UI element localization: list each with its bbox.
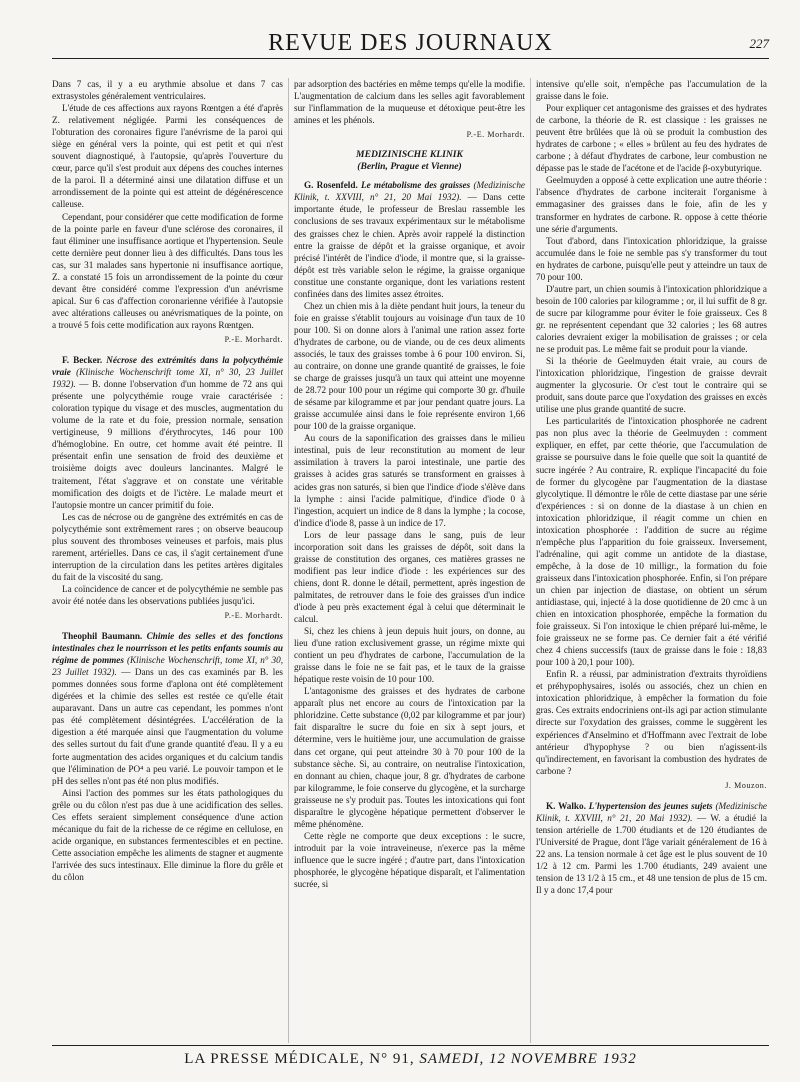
paragraph: Geelmuyden a opposé à cette explication une autre théorie : l'absence d'hydrates de carbone inciterait l'organisme à emmagasiner des graisses dans le foie, afin de les y transformer en hydrates de carbone. R. oppose à cette théorie une série d'arguments.	[536, 175, 767, 234]
article-title: Le métabolisme des graisses	[361, 180, 471, 191]
paragraph: La coïncidence de cancer et de polycythémie ne semble pas avoir été notée dans les observations publiées jusqu'ici.	[52, 583, 283, 606]
footer-date: SAMEDI, 12 NOVEMBRE 1932	[419, 1051, 637, 1067]
column-3	[536, 78, 767, 1046]
article-body: — W. a étudié la tension artérielle de 1.700 étudiants et de 120 étudiantes de l'Université de Prague, dont l'âge variait généralement de 16 à 22 ans. La tension normale à cet âge est le plus souvent de 10 1/2 à 12 cm. Parmi les 1.700 étudiants, 249 avaient une tension de 13 1/2 à 15 cm., et 48 une tension de plus de 15 cm. Il y a donc 17,4 pour	[536, 812, 767, 896]
paragraph: L'antagonisme des graisses et des hydrates de carbone apparaît plus net encore au cours de l'intoxication par la phloridzine. Cette substance (0,02 par kilogramme et par jour) fait disparaître le sucre du foie en six à sept jours, et détermine, vers le huitième jour, une accumulation de graisse dans cet organe, qui peut atteindre 30 à 70 pour 100 de la substance sèche. Si, au contraire, on neutralise l'intoxication, en donnant au chien, chaque jour, 8 gr. d'hydrates de carbone par kilogramme, le foie conserve du glycogène, et la surcharge graisseuse ne s'y produit pas. Toutes les intoxications qui font disparaître le glycogène hépatique permettent d'observer le même phénomène.	[294, 686, 525, 829]
paragraph: Pour expliquer cet antagonisme des graisses et des hydrates de carbone, la théorie de R. est classique : les graisses ne peuvent être brûlées que là où se produit la combustion des hydrates de carbone ; « elles » brûlent au feu des hydrates de carbone ; à défaut d'hydrates de carbone, leur combustion ne dépasse pas le stade de l'acétone et de l'acide β-oxybutyrique.	[536, 103, 767, 174]
author-signature: P.-E. Morhardt.	[466, 130, 525, 140]
author-signature: P.-E. Morhardt.	[224, 334, 283, 344]
article-author: Theophil Baumann.	[62, 631, 143, 642]
footer-rule	[52, 1045, 769, 1046]
column-1	[52, 78, 283, 1046]
column-divider	[530, 78, 531, 1043]
paragraph: Cette règle ne comporte que deux exceptions : le sucre, introduit par la voie intraveineuse, n'exerce pas la même influence que le sucre ingéré ; d'autre part, dans l'intoxication phosphorée, le glycogène hépatique disparaît, et l'alimentation sucrée, si	[294, 830, 525, 890]
section-heading: MEDIZINISCHE KLINIK	[356, 149, 463, 161]
article-reference: (Medizinische Klinik, t. XXVIII, n° 21, 20 Mai 1932).	[536, 800, 767, 823]
article-reference: (Medizinische Klinik, t. XXVIII, n° 21, 20 Mai 1932).	[294, 180, 525, 203]
page-number: 227	[749, 36, 769, 51]
paragraph: D'autre part, un chien soumis à l'intoxication phloridzique a besoin de 100 calories par kilogramme ; or, il lui suffit de 8 gr. de sucre par kilogramme pour éviter le foie graisseux. Ces 8 gr. ne représentent cependant que 32 calories ; les 68 autres calories devraient exiger la mobilisation de graisses ; or cela ne se produit pas. Le même fait se produit pour la viande.	[536, 283, 767, 355]
article-baumann	[52, 630, 283, 787]
paragraph: Lors de leur passage dans le sang, puis de leur incorporation soit dans les graisses de dépôt, soit dans la graisse de constitution des organes, ces matières grasses ne modifient pas leur indice d'iode : les expériences sur des chiens, dont R. donne le détail, permettent, après ingestion de palmitates, de retrouver dans le foie des graisses d'un indice d'iode à peu près exactement égal à celui que déterminait le calcul.	[294, 529, 525, 625]
column-divider	[288, 78, 289, 1043]
paragraph: Dans 7 cas, il y a eu arythmie absolue et dans 7 cas extrasystoles généralement ventriculaires.	[52, 79, 283, 102]
paragraph: Ainsi l'action des pommes sur les états pathologiques du grêle ou du côlon n'est pas due à une acidification des selles. Ces effets seraient simplement conséquence d'une action mécanique du fait de la richesse de ce régime en cellulose, en acide organique, en substances fermentescibles et en pectine. Cette association empêche les aliments de stagner et augmente l'arrivée des sucs intestinaux. Elle diminue la flore du grêle et du côlon	[52, 787, 283, 882]
article-reference: (Klinische Wochenschrift, tome XI, n° 30, 23 Juillet 1932).	[52, 655, 283, 678]
article-body: — B. donne l'observation d'un homme de 72 ans qui présente une polycythémie rouge vraie caractérisée : coloration typique du visage et des muscles, augmentation du volume de la rate et du foie, pression normale, sensation vertigineuse, 9 millions d'érythrocytes, 146 pour 100 d'hémoglobine. En outre, cet homme avait été peintre. Il présentait enfin une sensation de froid des deuxième et troisième doigts avec douleurs lancinantes. Malgré le traitement, l'état s'aggrave et on constate une véritable momification des doigts et de l'ictère. Le malade meurt et l'autopsie montre un cancer primitif du foie.	[52, 379, 283, 510]
article-title: L'hypertension des jeunes sujets	[588, 800, 713, 811]
section-subheading: (Berlin, Prague et Vienne)	[357, 161, 462, 173]
footer-journal: LA PRESSE MÉDICALE, N° 91,	[184, 1051, 415, 1067]
article-author: K. Walko.	[546, 800, 586, 811]
paragraph: L'étude de ces affections aux rayons Rœntgen a été d'après Z. relativement négligée. Parmi les conséquences de l'obturation des coronaires figure l'anévrisme de la paroi qui siège en général vers la pointe, qui est petit et qui n'est souvent diagnostiqué, à l'autopsie, qu'après l'ouverture du cœur, parce qu'il s'est produit aux dépens des couches internes de la paroi. Il a déterminé ainsi une dilatation diffuse et un arrondissement de la pointe qui est atteint de dégénérescence calleuse.	[52, 103, 283, 210]
paragraph: intensive qu'elle soit, n'empêche pas l'accumulation de la graisse dans le foie.	[536, 79, 767, 102]
paragraph: Au cours de la saponification des graisses dans le milieu intestinal, puis de leur reconstitution au moment de leur assimilation à travers la paroi intestinale, une partie des graisses à acides gras saturés se transforment en graisses à acides gras non saturés, si bien que l'indice d'iode s'élève dans la lymphe : ainsi l'acide palmitique, d'indice d'iode 0 à l'ingestion, acquiert un indice de 8 dans la lymphe ; la cocose, d'indice d'iode 8, passe à un indice de 17.	[294, 433, 525, 528]
page-footer	[52, 1051, 769, 1068]
author-signature: J. Mouzon.	[725, 780, 767, 790]
paragraph: Cependant, pour considérer que cette modification de forme de la pointe parle en faveur d'une sclérose des coronaires, il faut éliminer une insuffisance aortique et l'hypertension. Seule cette dernière peut donner lieu à des difficultés. Dans tous les cas, sur 31 malades sans hypertonie ni insuffisance aortique, Z. a constaté 15 fois un arrondissement de la pointe du cœur devant être considéré comme l'expression d'un anévrisme apical. Sur 6 cas d'affection coronarienne vérifiée à l'autopsie avec altérations calleuses ou anévrismatiques de la pointe, on a trouvé 5 fois cette modification aux rayons Rœntgen.	[52, 211, 283, 330]
article-reference: (Klinische Wochenschrift tome XI, n° 30, 23 Juillet 1932).	[52, 367, 283, 390]
article-body: — Dans un des cas examinés par B. les pommes données sous forme d'aplona ont été complètement digérées et la chimie des selles est restée ce qu'elle était auparavant. Dans un autre cas cependant, les pommes n'ont pas été complètement désintégrées. L'accélération de la digestion a été marquée ainsi que l'augmentation du volume des selles surtout du fait d'une grande quantité d'eau. Il y a eu forte augmentation des acides organiques et du calcium tandis que l'élimination de PO⁴ a peu varié. Le pouvoir tampon et le pH des selles n'ont pas été non plus modifiés.	[52, 667, 283, 786]
paragraph: Si la théorie de Geelmuyden était vraie, au cours de l'intoxication phloridzique, l'ingestion de graisse devrait augmenter la glycosurie. Or c'est tout le contraire qui se produit, sans doute parce que l'oxydation des graisses en excès utilise une plus grande quantité de sucre.	[536, 356, 767, 415]
paragraph: Les cas de nécrose ou de gangrène des extrémités en cas de polycythémie sont extrêmement rares ; on observe beaucoup plus souvent des thromboses veineuses et parfois, mais plus rarement, artérielles. Dans ce cas, il s'agit certainement d'une interruption de la circulation dans les petites artères digitales du fait de la viscosité du sang.	[52, 511, 283, 582]
article-author: F. Becker.	[62, 355, 103, 366]
journal-section-title: REVUE DES JOURNAUX	[268, 30, 553, 56]
paragraph: Si, chez les chiens à jeun depuis huit jours, on donne, au lieu d'une ration exclusivement grasse, un régime mixte qui contient un peu d'hydrates de carbone, l'accumulation de la graisse dans le foie ne se fait pas, et le taux de la graisse hépatique reste voisin de 10 pour 100.	[294, 626, 525, 685]
page-header	[52, 30, 769, 60]
author-signature: P.-E. Morhardt.	[224, 611, 283, 621]
paragraph: Chez un chien mis à la diète pendant huit jours, la teneur du foie en graisse s'établit toujours au voisinage d'un taux de 10 pour 100. Si on donne alors à l'animal une ration assez forte d'hydrates de carbone, ou de viande, ou de ces deux aliments associés, le taux des graisses tombe à 6 pour 100 environ. Si, au contraire, on donne une grande quantité de graisses, le foie se charge de graisses jusqu'à un taux qui atteint une moyenne de 28.72 pour 100 pour un régime qui comporte 30 gr. d'huile de sésame par kilogramme et par jour pendant quatre jours. La graisse accumulée ainsi dans le foie représente environ 1,66 pour 100 de la graisse organique.	[294, 300, 525, 432]
article-title: Chimie des selles et des fonctions intestinales chez le nourrisson et les petits enfants soumis au régime de pommes	[52, 631, 283, 666]
article-becker	[52, 354, 283, 511]
paragraph: Les particularités de l'intoxication phosphorée ne cadrent pas non plus avec la théorie de Geelmuyden : comment expliquer, en effet, par cette théorie, que l'accumulation de graisse se poursuive dans le foie quelle que soit la quantité de sucre ingérée ? Au contraire, R. explique l'incapacité du foie de former du glycogène par l'augmentation de la diastase glycolytique. Il démontre le rôle de cette diastase par une série d'expériences : si on donne de la diastase à un chien en intoxication phloridzique, il réagit comme un chien en intoxication phosphorée : l'addition de sucre au régime n'empêche plus l'apparition du foie graisseux. Inversement, l'adrénaline, qui agit comme un antidote de la diastase, empêche, à la dose de 10 milligr., la formation du foie graisseux dans l'intoxication phosphorée. Enfin, si l'on prépare un chien par injection de diastase, on obtient un sérum antidiastase, qui, injecté à la dose quotidienne de 20 cmc à un chien en intoxication phosphorée, empêche la formation du foie graisseux. Si l'on intoxique le chien préparé lui-même, le foie graisseux ne se forme pas. Ce dernier fait a été vérifié chez 4 chiens successifs (taux de graisse dans le foie : 18,83 pour 100 à 20,1 pour 100).	[536, 416, 767, 668]
paragraph: Enfin R. a réussi, par administration d'extraits thyroïdiens et préhypophysaires, isolés ou associés, chez un chien en intoxication phloridzique, à empêcher la formation du foie gras. Ces extraits endocriniens ont-ils agi par action stimulante directe sur l'oxydation des graisses, comme le suggèrent les expériences d'Anselmino et d'Hoffmann avec l'extrait de lobe antérieur d'hypophyse ? ou bien n'agissent-ils qu'indirectement, en favorisant la combustion des hydrates de carbone ?	[536, 669, 767, 776]
paragraph: Tout d'abord, dans l'intoxication phloridzique, la graisse accumulée dans le foie ne semble pas s'y transformer du tout en hydrates de carbone, puisqu'elle peut y atteindre un taux de 70 pour 100.	[536, 235, 767, 282]
article-rosenfeld	[294, 179, 525, 299]
article-title: Nécrose des extrémités dans la polycythémie vraie	[52, 355, 283, 378]
column-2	[294, 78, 525, 1046]
article-body: — Dans cette importante étude, le professeur de Breslau rassemble les conclusions de ses travaux expérimentaux sur le métabolisme des graisses chez le chien. Après avoir rappelé la distinction entre la graisse de dépôt et la graisse organique, et avoir précisé l'intérêt de l'indice d'iode, il montre que, si la graisse-dépôt est très variable selon le régime, la graisse organique constitue une constante organique, dont les variations restent confinées dans des limites assez étroites.	[294, 192, 525, 299]
paragraph: par adsorption des bactéries en même temps qu'elle la modifie. L'augmentation de calcium dans les selles agit favorablement sur l'inflammation de la muqueuse et détoxique peut-être les amines et les phénols.	[294, 79, 525, 126]
article-author: G. Rosenfeld.	[304, 180, 358, 191]
article-walko	[536, 800, 767, 896]
